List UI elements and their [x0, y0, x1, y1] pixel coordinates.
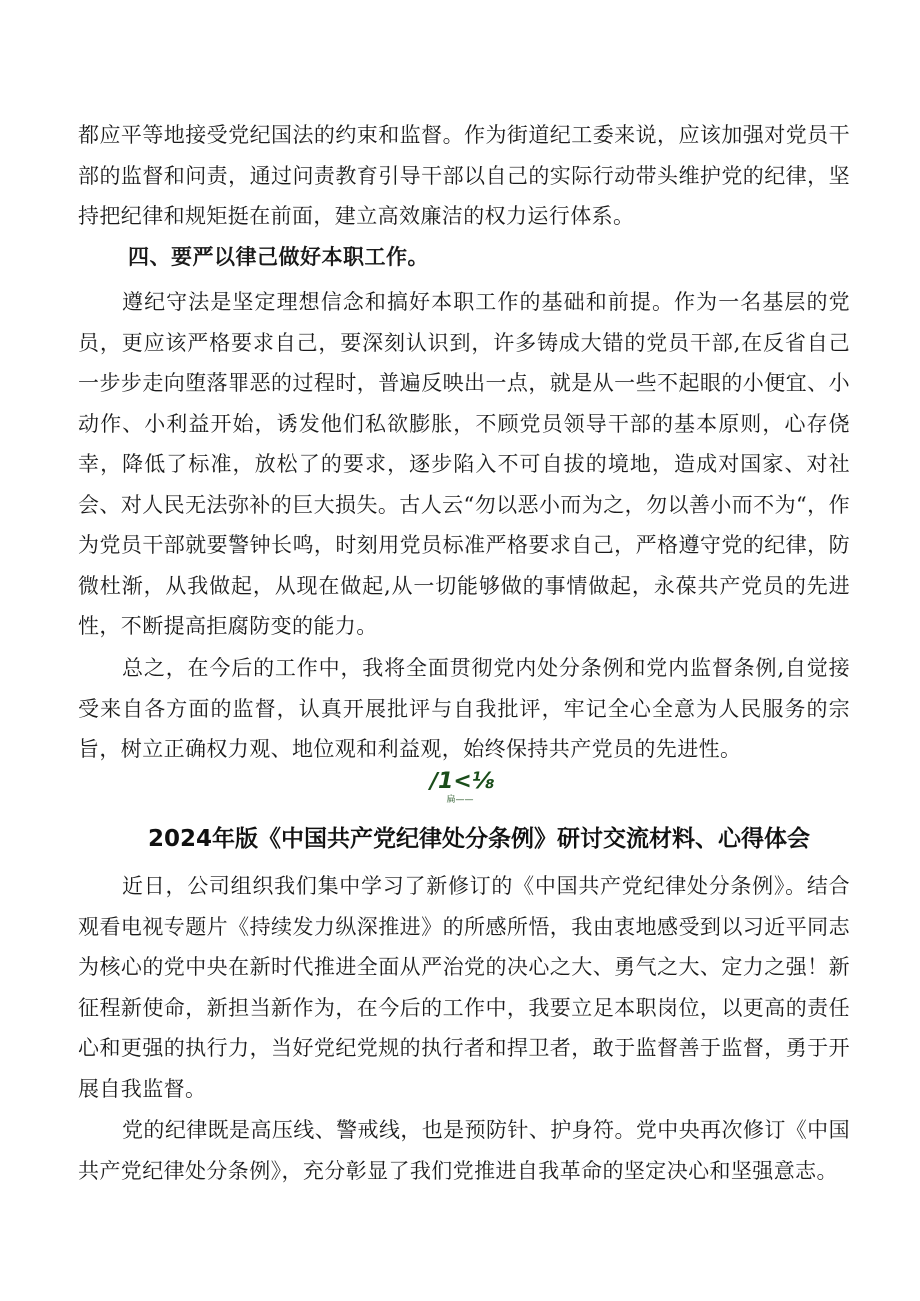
section-heading-four: 四、要严以律己做好本职工作。 — [128, 245, 429, 269]
intro-paragraph: 近日，公司组织我们集中学习了新修订的《中国共产党纪律处分条例》。结合观看电视专题片《持续发力纵深推进》的所感所悟，我由衷地感受到以习近平同志为核心的党中央在新时代推进全面从严治党的决心之大、勇气之大、定力之强！新征程新使命，新担当新作为，在今后的工作中，我要立足本职岗位，以更高的责任心和更强的执行力，当好党纪党规的执行者和捍卫者，敢于监督善于监督，勇于开展自我监督。 — [78, 874, 850, 1101]
page-marker-bottom: 扁—— — [446, 795, 474, 805]
page-marker — [430, 769, 495, 810]
paragraph-self-discipline: 遵纪守法是坚定理想信念和搞好本职工作的基础和前提。作为一名基层的党员，更应该严格要求自己，要深刻认识到，许多铸成大错的党员干部,在反省自己一步步走向堕落罪恶的过程时，普遍反映出一点，就是从一些不起眼的小便宜、小动作、小利益开始，诱发他们私欲膨胀，不顾党员领导干部的基本原则，心存侥幸，降低了标准，放松了的要求，逐步陷入不可自拔的境地，造成对国家、对社会、对人民无法弥补的巨大损失。古人云“勿以恶小而为之，勿以善小而不为“，作为党员干部就要警钟长鸣，时刻用党员标准严格要求自己，严格遵守党的纪律，防微杜渐，从我做起，从现在做起,从一切能够做的事情做起，永葆共产党员的先进性，不断提高拒腐防变的能力。 — [78, 290, 850, 638]
conclusion-paragraph: 总之，在今后的工作中，我将全面贯彻党内处分条例和党内监督条例,自觉接受来自各方面的监督，认真开展批评与自我批评，牢记全心全意为人民服务的宗旨，树立正确权力观、地位观和利益观，始终保持共产党员的先进性。 — [78, 656, 850, 761]
document-title: 2024年版《中国共产党纪律处分条例》研讨交流材料、心得体会 — [148, 826, 811, 852]
continuation-paragraph: 都应平等地接受党纪国法的约束和监督。作为街道纪工委来说，应该加强对党员干部的监督和问责，通过问责教育引导干部以自己的实际行动带头维护党的纪律，坚持把纪律和规矩挺在前面，建立高效廉洁的权力运行体系。 — [78, 123, 850, 228]
discipline-paragraph: 党的纪律既是高压线、警戒线，也是预防针、护身符。党中央再次修订《中国共产党纪律处分条例》，充分彰显了我们党推进自我革命的坚定决心和坚强意志。 — [78, 1118, 850, 1183]
page-marker-top: ∕1<⅛ — [430, 769, 495, 794]
